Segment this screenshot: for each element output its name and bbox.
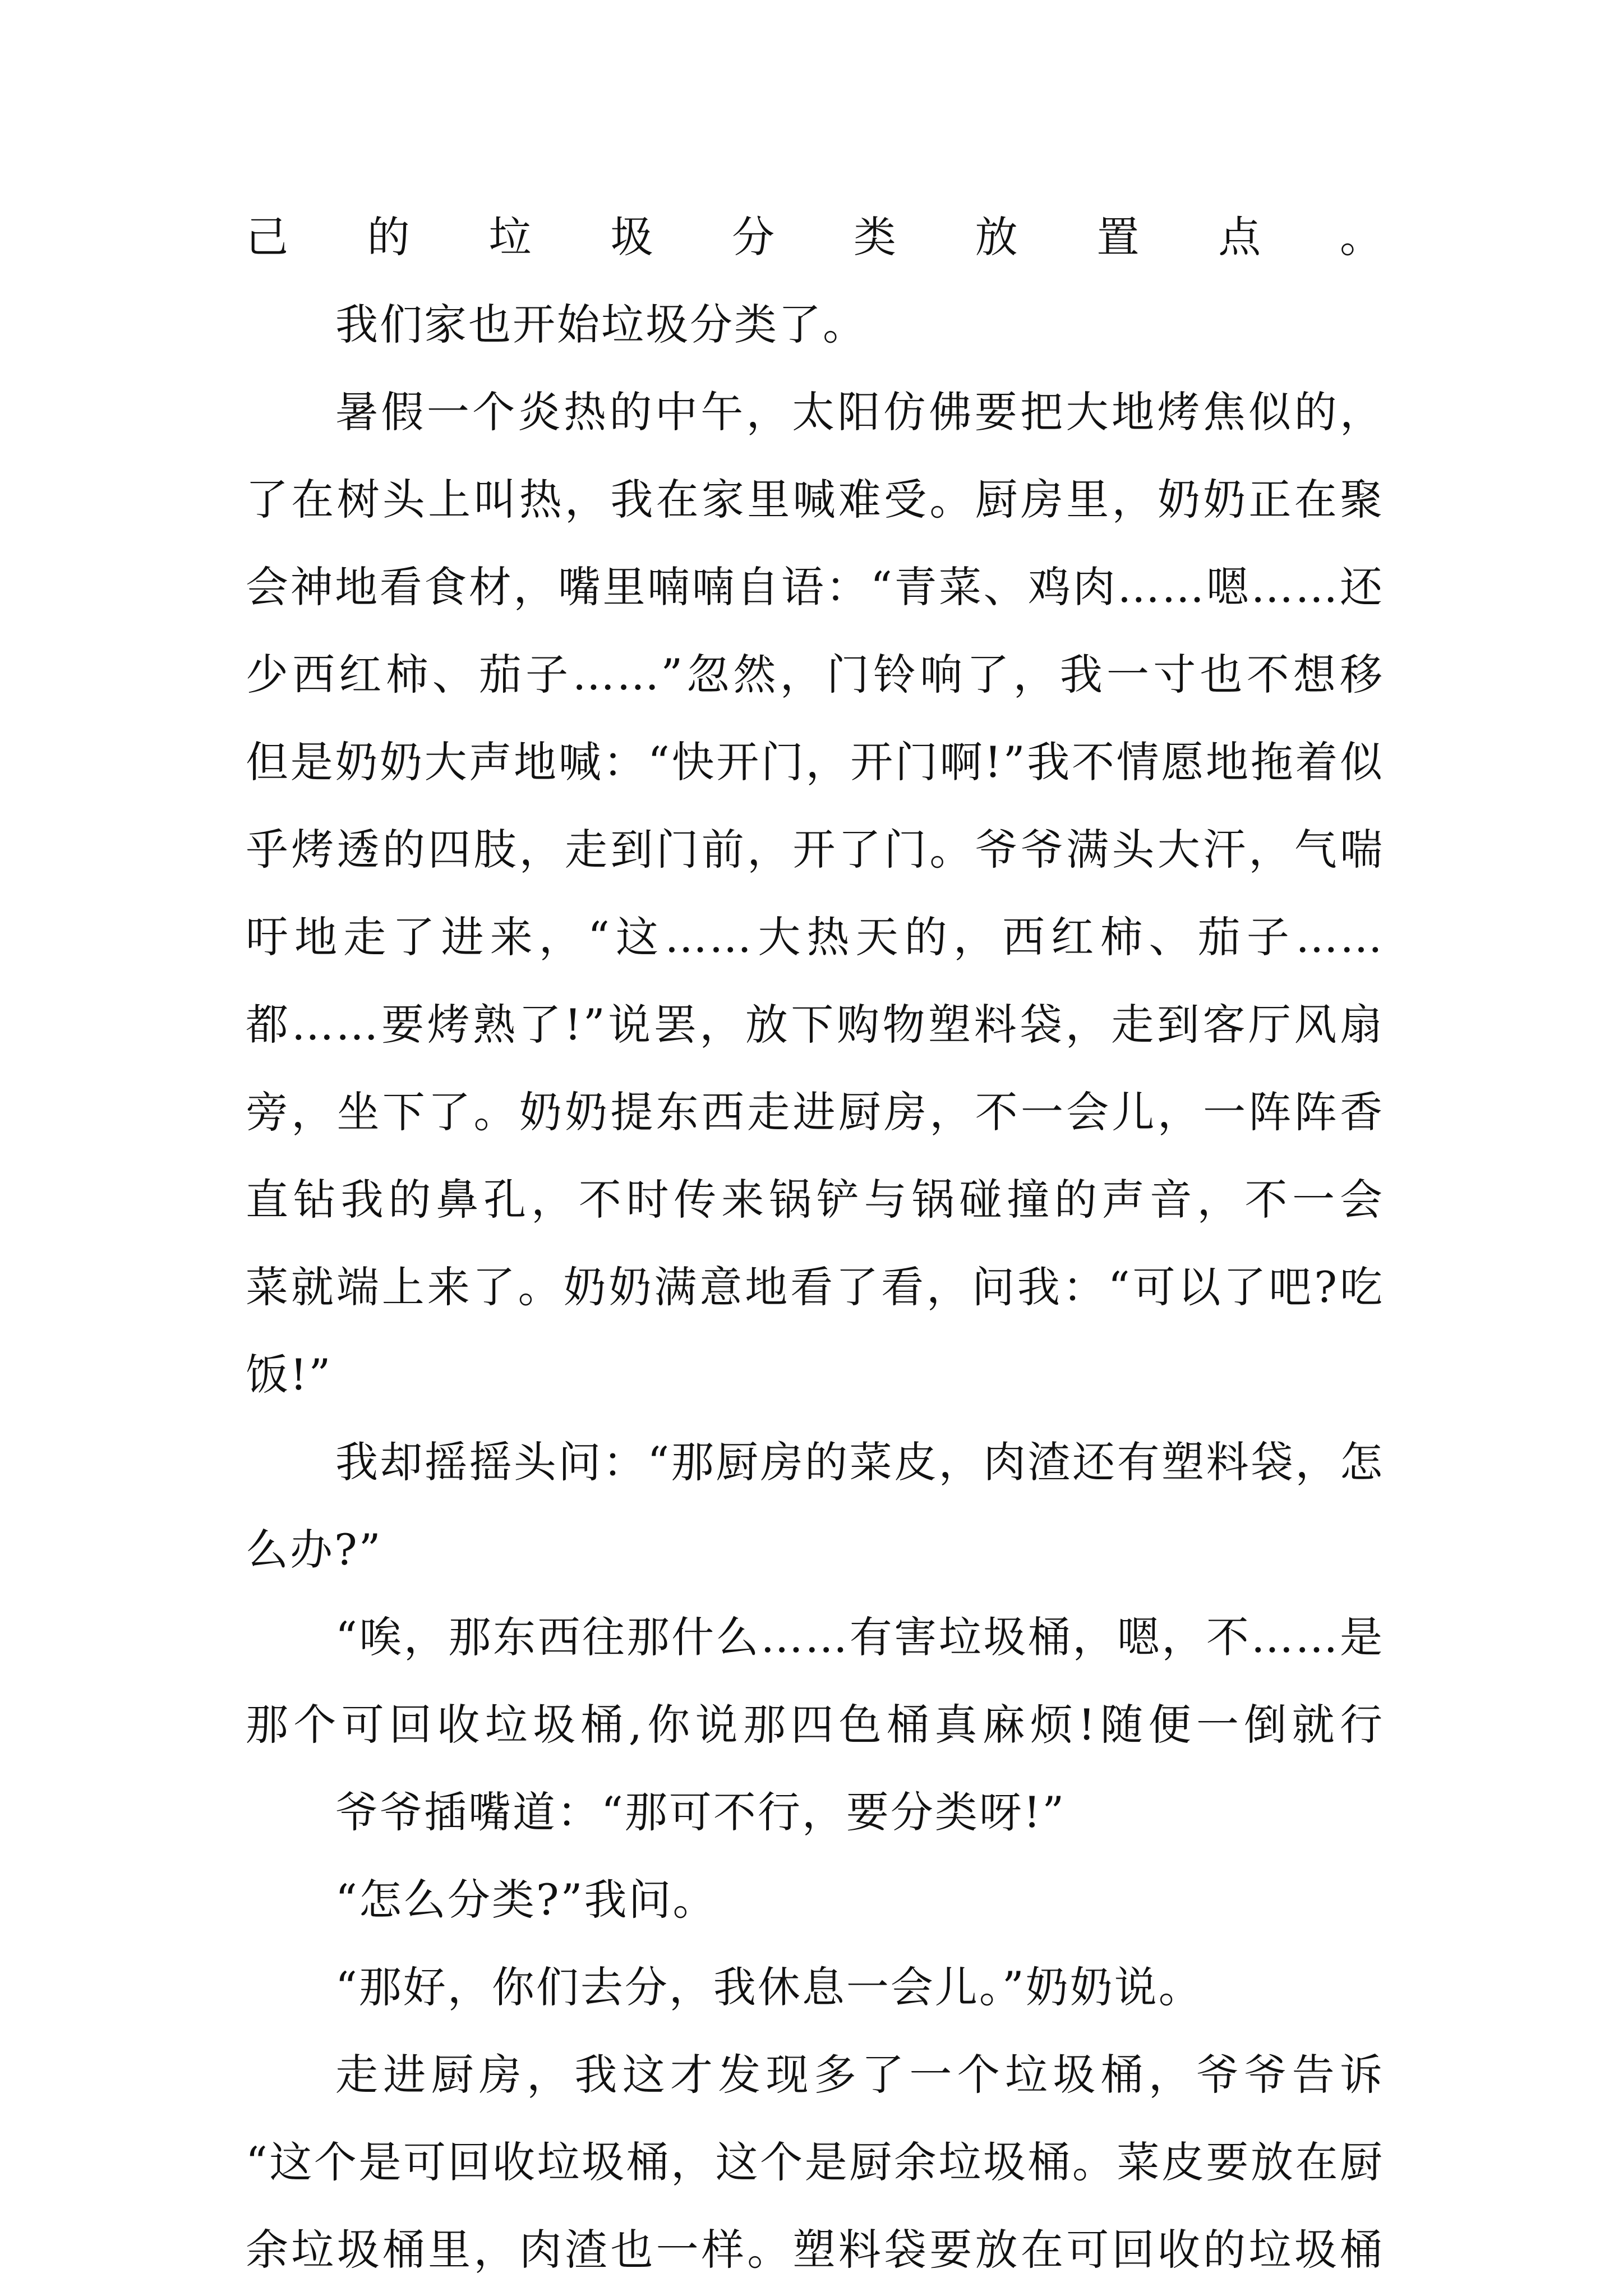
text-line: 余垃圾桶里，肉渣也一样。塑料袋要放在可回收的垃圾桶 bbox=[246, 2225, 1384, 2275]
text-line: 旁，坐下了。奶奶提东西走进厨房，不一会儿，一阵阵香 bbox=[246, 1087, 1384, 1137]
text-line: 了在树头上叫热，我在家里喊难受。厨房里，奶奶正在聚 bbox=[246, 475, 1384, 524]
paragraph-first-line: “怎么分类?”我问。 bbox=[335, 1875, 717, 1925]
paragraph-first-line: 走进厨房，我这才发现多了一个垃圾桶，爷爷告诉 bbox=[335, 2050, 1384, 2100]
text-line: 乎烤透的四肢，走到门前，开了门。爷爷满头大汗，气喘 bbox=[246, 825, 1384, 875]
paragraph-first-line: “那好，你们去分，我休息一会儿。”奶奶说。 bbox=[335, 1962, 1203, 2012]
text-line: “这个是可回收垃圾桶，这个是厨余垃圾桶。菜皮要放在厨 bbox=[246, 2137, 1384, 2187]
paragraph-first-line: 我们家也开始垃圾分类了。 bbox=[335, 300, 867, 349]
text-line: 少西红柿、茄子……”忽然，门铃响了，我一寸也不想移 bbox=[246, 650, 1384, 700]
paragraph-first-line: “唉，那东西往那什么……有害垃圾桶，嗯，不……是 bbox=[335, 1612, 1384, 1662]
text-line: 吁地走了进来，“这……大热天的，西红柿、茄子…… bbox=[246, 912, 1384, 962]
text-line: 但是奶奶大声地喊：“快开门，开门啊!”我不情愿地拖着似 bbox=[246, 737, 1384, 787]
text-line: 会神地看食材，嘴里喃喃自语：“青菜、鸡肉……嗯……还 bbox=[246, 562, 1384, 612]
text-line: 己的垃圾分类放置点。 bbox=[246, 212, 1384, 262]
paragraph-first-line: 暑假一个炎热的中午，太阳仿佛要把大地烤焦似的， bbox=[335, 387, 1384, 437]
text-line: 都……要烤熟了!”说罢，放下购物塑料袋，走到客厅风扇 bbox=[246, 1000, 1384, 1050]
essay-body bbox=[246, 194, 1384, 2294]
paragraph-first-line: 爷爷插嘴道：“那可不行，要分类呀!” bbox=[335, 1787, 1066, 1837]
paragraph-last-line: 饭!” bbox=[246, 1350, 333, 1400]
text-line: 直钻我的鼻孔，不时传来锅铲与锅碰撞的声音，不一会 bbox=[246, 1175, 1384, 1225]
paragraph-first-line: 我却摇摇头问：“那厨房的菜皮，肉渣还有塑料袋，怎 bbox=[335, 1437, 1384, 1487]
text-line: 菜就端上来了。奶奶满意地看了看，问我：“可以了吧?吃 bbox=[246, 1262, 1384, 1312]
paragraph-last-line: 么办?” bbox=[246, 1525, 382, 1575]
paragraph-last-line: 那个可回收垃圾桶,你说那四色桶真麻烦!随便一倒就行 bbox=[246, 1700, 1384, 1750]
